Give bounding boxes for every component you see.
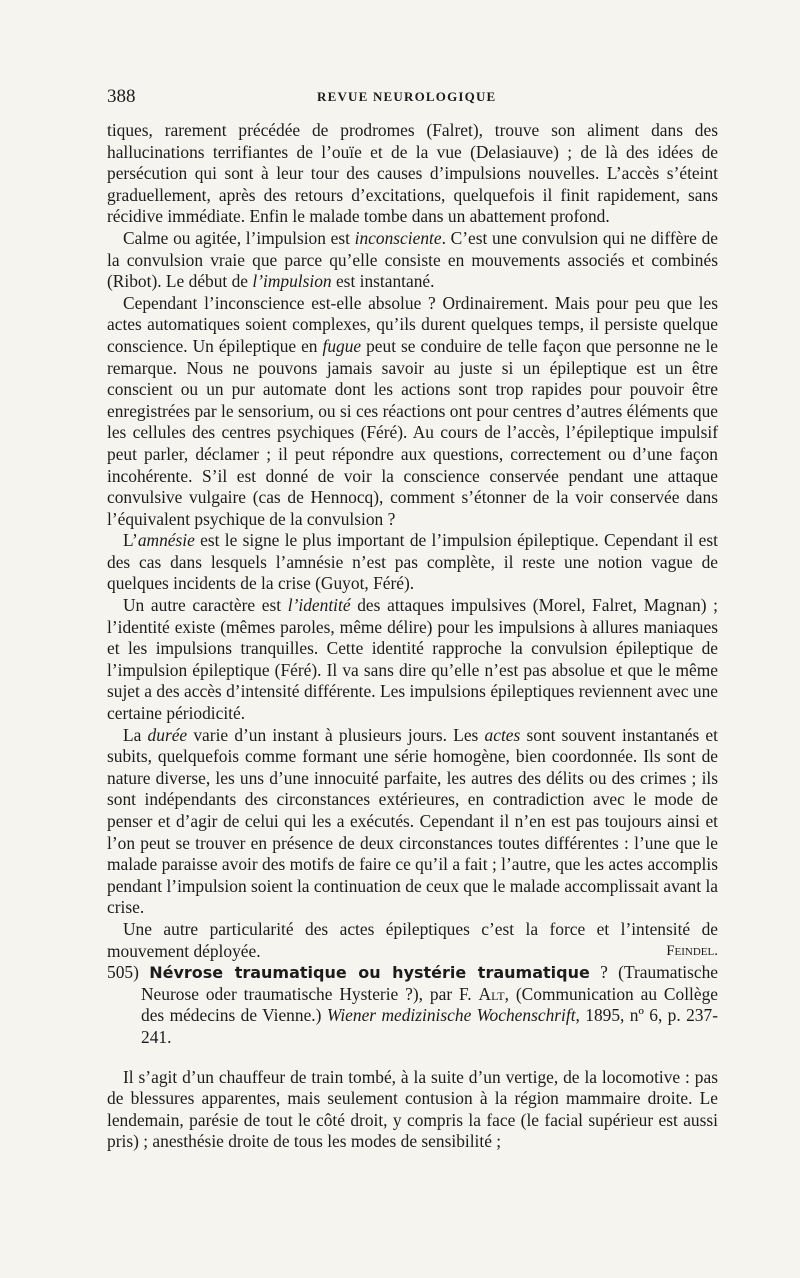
paragraph-1: tiques, rarement précédée de prodromes (Falret), trouve son aliment dans des hallucinations terrifiantes de l’ouïe et de la vue (Delasiauve) ; de là des idées de persécution qui sont à leur tour des causes d’impulsions nouvelles. L’accès s’éteint graduellement, après des retours d’excitations, quelquefois il finit rapidement, sans récidive immédiate. Enfin le malade tombe dans un abattement profond. [107, 120, 718, 227]
paragraph-7 [107, 919, 718, 962]
journal-title: REVUE NEUROLOGIQUE [317, 89, 497, 104]
paragraph-2 [107, 228, 718, 293]
text-run: Une autre particularité des actes épileptiques c’est la force et l’intensité de mouvement déployée. [107, 918, 718, 961]
text-run: . C’est une convulsion qui ne diffère de la convulsion vraie que parce qu’elle consiste en mouvements associés et combinés (Ribot). Le début de [107, 227, 718, 292]
text-run: des attaques impulsives (Morel, Falret, Magnan) ; l’identité existe (mêmes paroles, même délire) pour les impulsions à allures maniaques et les impulsions tranquilles. Cette identité rapproche la convulsion épileptique de l’impulsion épileptique (Féré). Il va sans dire qu’elle n’est pas absolue et que le même sujet a des accès d’intensité différente. Les impulsions épileptiques reviennent avec une certaine périodicité. [107, 595, 718, 724]
text-run: Un autre caractère est [123, 595, 288, 616]
text-run: peut se conduire de telle façon que personne ne le remarque. Nous ne pouvons jamais savoir au juste si un épileptique est un être conscient ou un pur automate dont les actions sont trop rapides pour pouvoir être enregistrées par le sensorium, ou si ces réactions ont pour centres d’autres éléments que les cellules des centres psychiques (Féré). Au cours de l’accès, l’épileptique impulsif peut parler, déclamer ; il peut répondre aux questions, correctement ou d’une façon incohérente. S’il est donné de voir la conscience conservée pendant une attaque convulsive vulgaire (cas de Hennocq), comment s’étonner de la voir conservée dans l’équivalent psychique de la convulsion ? [107, 335, 718, 529]
text-run: , (Communication au Collège des médecins de Vienne.) [141, 983, 719, 1026]
text-run: ? (Traumatische Neurose oder traumatische Hysterie ?), par F. [141, 962, 719, 1004]
text-run: L’ [123, 530, 138, 551]
text-run: varie d’un instant à plusieurs jours. Les [187, 724, 485, 745]
entry-number: 505) [107, 962, 139, 983]
paragraph-8: Il s’agit d’un chauffeur de train tombé, à la suite d’un vertige, de la locomotive : pas de blessures apparentes, mais seulement contusion à la région mammaire droite. Le lendemain, parésie de tout le côté droit, y compris la face (le facial supérieur est aussi pris) ; anesthésie droite de tous les modes de sensibilité ; [107, 1066, 718, 1152]
emphasis: inconsciente [354, 227, 442, 248]
emphasis: actes [484, 724, 521, 745]
text-run: est instantané. [331, 271, 435, 292]
paragraph-4 [107, 530, 718, 595]
entry-title: Névrose traumatique ou hystérie traumatique [149, 963, 590, 983]
emphasis: fugue [322, 335, 362, 356]
emphasis: l’impulsion [252, 271, 332, 292]
article-body [107, 120, 718, 1153]
running-head [107, 86, 718, 112]
paragraph-5 [107, 595, 718, 725]
paragraph-3 [107, 293, 718, 531]
text-run: est le signe le plus important de l’impulsion épileptique. Cependant il est des cas dans lesquels l’amnésie n’est pas complète, il reste une notion vague de quelques incidents de la crise (Guyot, Féré). [107, 530, 718, 594]
emphasis: amnésie [137, 530, 195, 551]
text-run: La [123, 724, 148, 745]
emphasis: l’identité [287, 595, 351, 616]
review-entry-header [107, 962, 718, 1048]
text-run: sont souvent instantanés et subits, quelquefois comme formant une série homogène, bien coordonnée. Ils sont de nature diverse, les uns d’une innocuité parfaite, les autres des délits ou des crimes ; ils sont indépendants des circonstances extérieures, en contradiction avec le mode de penser et d’agir de celui qui les a exécutés. Cependant il n’en est pas toujours ainsi et l’on peut se trouver en présence de deux circonstances toutes différentes : l’une que le malade paraisse avoir des motifs de faire ce qu’il a fait ; l’autre, que les actes accomplis pendant l’impulsion soient la continuation de ceux que le malade accomplissait avant la crise. [107, 724, 718, 918]
text-run: , 1895, nº 6, p. 237-241. [141, 1005, 718, 1047]
emphasis: durée [147, 724, 188, 745]
entry-journal: Wiener medizinische Wochenschrift [326, 1005, 576, 1026]
entry-author: Alt [478, 983, 505, 1004]
page-number: 388 [107, 86, 136, 107]
author-signature: Feindel. [666, 942, 718, 959]
paragraph-6 [107, 725, 718, 919]
text-run: Calme ou agitée, l’impulsion est [123, 227, 355, 248]
text-run: Cependant l’inconscience est-elle absolue ? Ordinairement. Mais pour peu que les actes automatiques soient complexes, qu’ils durent quelques temps, il persiste quelque conscience. Un épileptique en [107, 292, 718, 356]
